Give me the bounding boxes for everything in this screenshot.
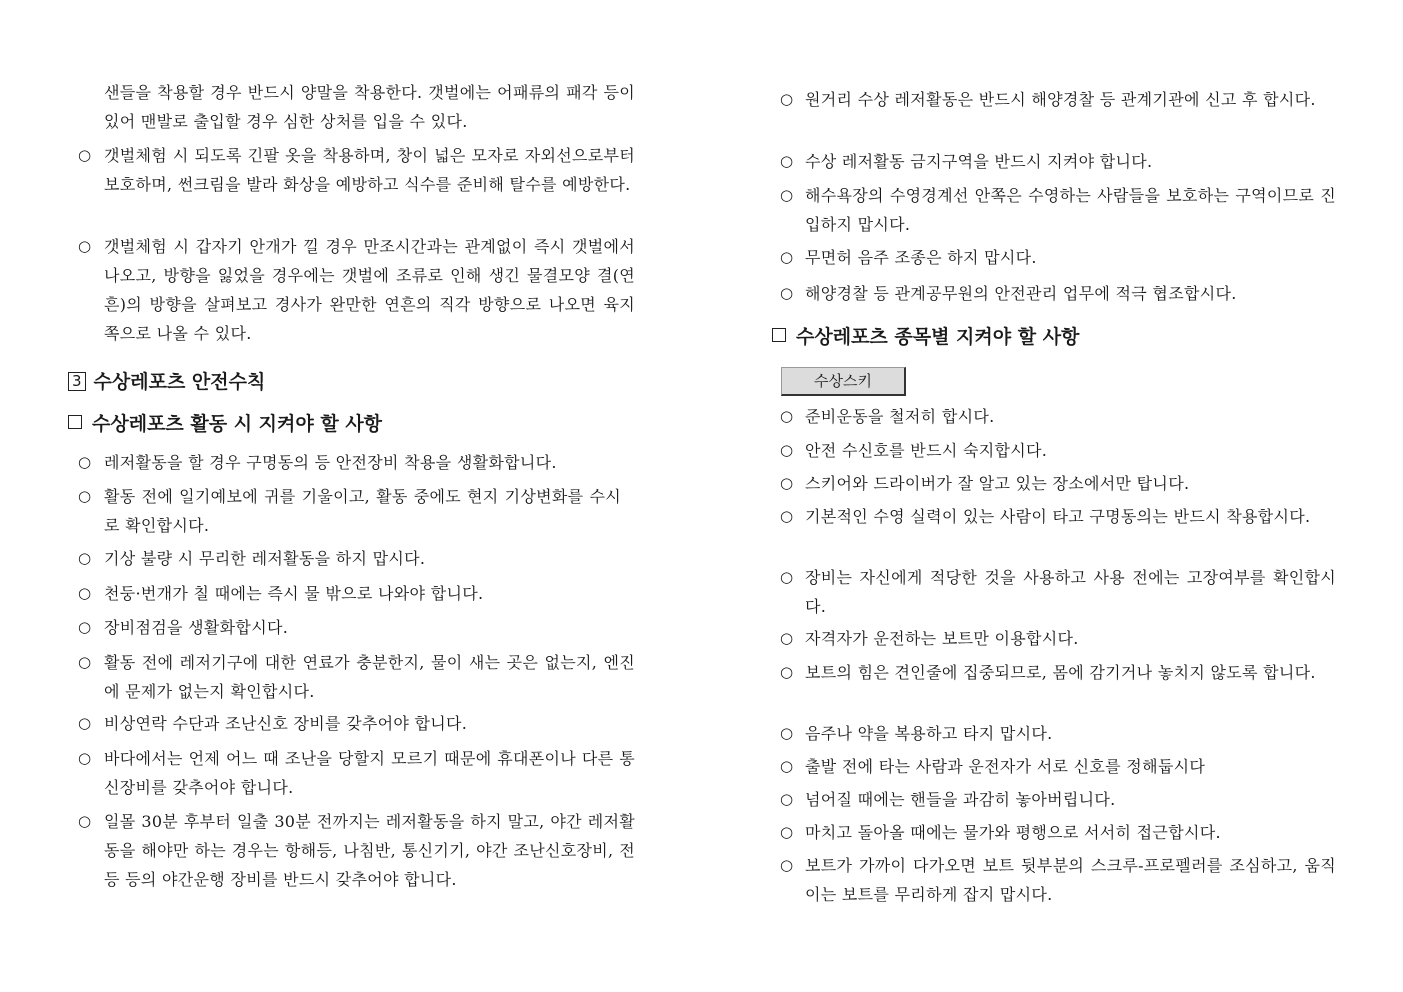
circle-bullet-icon: ○ bbox=[780, 284, 794, 302]
list-item: ○ 넘어질 때에는 핸들을 과감히 놓아버립니다. bbox=[780, 785, 1336, 814]
square-bullet-icon bbox=[68, 415, 82, 429]
continued-paragraph: 샌들을 착용할 경우 반드시 양말을 착용한다. 갯벌에는 어패류의 패각 등이 있어 맨발로 출입할 경우 심한 상처를 입을 수 있다. bbox=[104, 83, 635, 131]
circle-bullet-icon: ○ bbox=[780, 507, 794, 525]
circle-bullet-icon: ○ bbox=[780, 152, 794, 170]
list-item: ○ 무면허 음주 조종은 하지 맙시다. bbox=[780, 243, 1336, 272]
circle-bullet-icon: ○ bbox=[780, 90, 794, 108]
list-item: ○ 활동 전에 일기예보에 귀를 기울이고, 활동 중에도 현지 기상변화를 수시로 확인합시다. bbox=[78, 482, 635, 540]
circle-bullet-icon: ○ bbox=[78, 237, 92, 255]
subsection-heading: 수상레포츠 활동 시 지켜야 할 사항 bbox=[68, 411, 382, 437]
circle-bullet-icon: ○ bbox=[780, 407, 794, 425]
list-item: ○ 마치고 돌아올 때에는 물가와 평행으로 서서히 접근합시다. bbox=[780, 818, 1336, 847]
list-item: ○ 준비운동을 철저히 합시다. bbox=[780, 402, 1336, 431]
list-item: ○ 해양경찰 등 관계공무원의 안전관리 업무에 적극 협조합시다. bbox=[780, 279, 1336, 308]
list-item: ○ 안전 수신호를 반드시 숙지합시다. bbox=[780, 436, 1336, 465]
circle-bullet-icon: ○ bbox=[780, 856, 794, 874]
circle-bullet-icon: ○ bbox=[78, 146, 92, 164]
circle-bullet-icon: ○ bbox=[780, 186, 794, 204]
circle-bullet-icon: ○ bbox=[780, 629, 794, 647]
circle-bullet-icon: ○ bbox=[78, 714, 92, 732]
circle-bullet-icon: ○ bbox=[780, 724, 794, 742]
list-item: ○ 갯벌체험 시 갑자기 안개가 낄 경우 만조시간과는 관계없이 즉시 갯벌에서 나오고, 방향을 잃었을 경우에는 갯벌에 조류로 인해 생긴 물결모양 결(연흔)의 방향을 살펴보고 경사가 완만한 연흔의 직각 방향으로 나오면 육지 쪽으로 나올 수 있다. bbox=[78, 232, 635, 348]
list-item: ○ 비상연락 수단과 조난신호 장비를 갖추어야 합니다. bbox=[78, 709, 635, 738]
circle-bullet-icon: ○ bbox=[78, 549, 92, 567]
circle-bullet-icon: ○ bbox=[780, 248, 794, 266]
category-tag: 수상스키 bbox=[781, 367, 906, 396]
circle-bullet-icon: ○ bbox=[78, 653, 92, 671]
list-item: ○ 스키어와 드라이버가 잘 알고 있는 장소에서만 탑니다. bbox=[780, 469, 1336, 498]
square-bullet-icon bbox=[772, 328, 786, 342]
list-item: ○ 갯벌체험 시 되도록 긴팔 옷을 착용하며, 창이 넓은 모자로 자외선으로부터 보호하며, 썬크림을 발라 화상을 예방하고 식수를 준비해 탈수를 예방한다. bbox=[78, 141, 635, 199]
circle-bullet-icon: ○ bbox=[780, 663, 794, 681]
circle-bullet-icon: ○ bbox=[78, 453, 92, 471]
list-item: ○ 활동 전에 레저기구에 대한 연료가 충분한지, 물이 새는 곳은 없는지, 엔진에 문제가 없는지 확인합시다. bbox=[78, 648, 635, 706]
circle-bullet-icon: ○ bbox=[780, 474, 794, 492]
circle-bullet-icon: ○ bbox=[780, 568, 794, 586]
circle-bullet-icon: ○ bbox=[78, 812, 92, 830]
list-item: ○ 장비점검을 생활화합시다. bbox=[78, 613, 635, 642]
section-number-box: 3 bbox=[68, 372, 86, 391]
list-item: ○ 레저활동을 할 경우 구명동의 등 안전장비 착용을 생활화합니다. bbox=[78, 448, 635, 477]
circle-bullet-icon: ○ bbox=[780, 441, 794, 459]
circle-bullet-icon: ○ bbox=[780, 823, 794, 841]
list-item: ○ 출발 전에 타는 사람과 운전자가 서로 신호를 정해둡시다 bbox=[780, 752, 1336, 781]
list-item: ○ 일몰 30분 후부터 일출 30분 전까지는 레저활동을 하지 말고, 야간 레저활동을 해야만 하는 경우는 항해등, 나침반, 통신기기, 야간 조난신호장비, 전등 등의 야간운행 장비를 반드시 갖추어야 합니다. bbox=[78, 807, 635, 894]
list-item: ○ 천둥·번개가 칠 때에는 즉시 물 밖으로 나와야 합니다. bbox=[78, 579, 635, 608]
list-item: ○ 기상 불량 시 무리한 레저활동을 하지 맙시다. bbox=[78, 544, 635, 573]
list-item: ○ 보트가 가까이 다가오면 보트 뒷부분의 스크루-프로펠러를 조심하고, 움직이는 보트를 무리하게 잡지 맙시다. bbox=[780, 851, 1336, 909]
circle-bullet-icon: ○ bbox=[78, 584, 92, 602]
list-item: ○ 장비는 자신에게 적당한 것을 사용하고 사용 전에는 고장여부를 확인합시다. bbox=[780, 563, 1336, 621]
list-item: ○ 해수욕장의 수영경계선 안쪽은 수영하는 사람들을 보호하는 구역이므로 진입하지 맙시다. bbox=[780, 181, 1336, 239]
circle-bullet-icon: ○ bbox=[780, 757, 794, 775]
section-heading: 3 수상레포츠 안전수칙 bbox=[68, 369, 265, 395]
list-item: ○ 음주나 약을 복용하고 타지 맙시다. bbox=[780, 719, 1336, 748]
circle-bullet-icon: ○ bbox=[780, 790, 794, 808]
subsection-heading: 수상레포츠 종목별 지켜야 할 사항 bbox=[772, 324, 1079, 350]
list-item: ○ 바다에서는 언제 어느 때 조난을 당할지 모르기 때문에 휴대폰이나 다른 통신장비를 갖추어야 합니다. bbox=[78, 744, 635, 802]
list-item: ○ 수상 레저활동 금지구역을 반드시 지켜야 합니다. bbox=[780, 147, 1336, 176]
circle-bullet-icon: ○ bbox=[78, 749, 92, 767]
circle-bullet-icon: ○ bbox=[78, 487, 92, 505]
circle-bullet-icon: ○ bbox=[78, 618, 92, 636]
list-item: ○ 자격자가 운전하는 보트만 이용합시다. bbox=[780, 624, 1336, 653]
list-item: ○ 보트의 힘은 견인줄에 집중되므로, 몸에 감기거나 놓치지 않도록 합니다. bbox=[780, 658, 1336, 687]
list-item: ○ 원거리 수상 레저활동은 반드시 해양경찰 등 관계기관에 신고 후 합시다. bbox=[780, 85, 1336, 114]
list-item: ○ 기본적인 수영 실력이 있는 사람이 타고 구명동의는 반드시 착용합시다. bbox=[780, 502, 1336, 531]
